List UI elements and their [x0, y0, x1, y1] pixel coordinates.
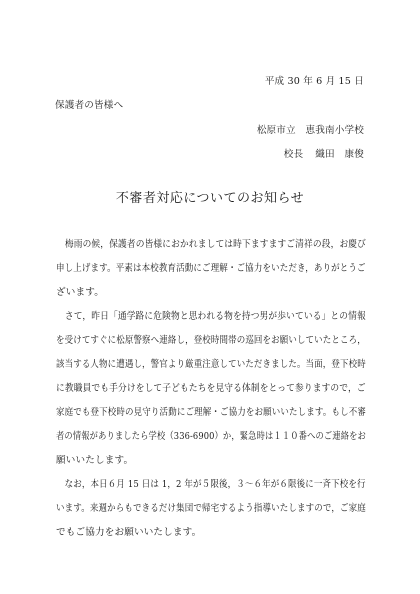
page-title: 不審者対応についてのお知らせ — [115, 191, 305, 206]
body-line: 家庭でも登下校時の見守り活動にご理解・ご協力をお願いいたします。もし不審 — [56, 407, 367, 418]
body-line: でもご協力をお願いいたします。 — [56, 527, 202, 538]
body-line: 該当する人物に遭遇し，警官より厳重注意していただきました。当面，登下校時 — [56, 359, 366, 370]
letter-date: 平成 30 年 6 月 15 日 — [264, 76, 364, 87]
sender-school: 松原市立 恵我南小学校 — [256, 125, 364, 136]
body-line: ざいます。 — [56, 287, 104, 298]
body-line: います。来週からもできるだけ集団で帰宅するよう指導いたしますので，ご家庭 — [56, 503, 366, 514]
sender-title: 校長 — [283, 149, 304, 160]
body-line: に教職員でも手分けをして子どもたちを見守る体制をとって参りますので，ご — [56, 383, 366, 394]
body-line: 願いいたします。 — [56, 455, 134, 466]
body-line: を受けてすぐに松原警察へ連絡し，登校時間帯の巡回をお願いしていたところ， — [56, 335, 366, 346]
body-line: 申し上げます。平素は本校教育活動にご理解・ご協力をいただき，ありがとうご — [56, 263, 366, 274]
body-line: なお，本日６月 15 日は 1，2 年が５限後，３～６年が６限後に一斉下校を行 — [56, 479, 366, 490]
body-line: さて，昨日「通学路に危険物と思われる物を持つ男が歩いている」との情報 — [56, 311, 366, 322]
body-line: 者の情報がありましたら学校（336-6900）か，緊急時は１１０番へのご連絡をお — [56, 431, 366, 442]
sender-name: 織田 康俊 — [315, 149, 364, 160]
letter-recipient: 保護者の皆様へ — [55, 100, 124, 111]
sender-principal — [284, 148, 364, 161]
body-line: 梅雨の候，保護者の皆様におかれましては時下ますますご清祥の段，お慶び — [56, 239, 367, 250]
